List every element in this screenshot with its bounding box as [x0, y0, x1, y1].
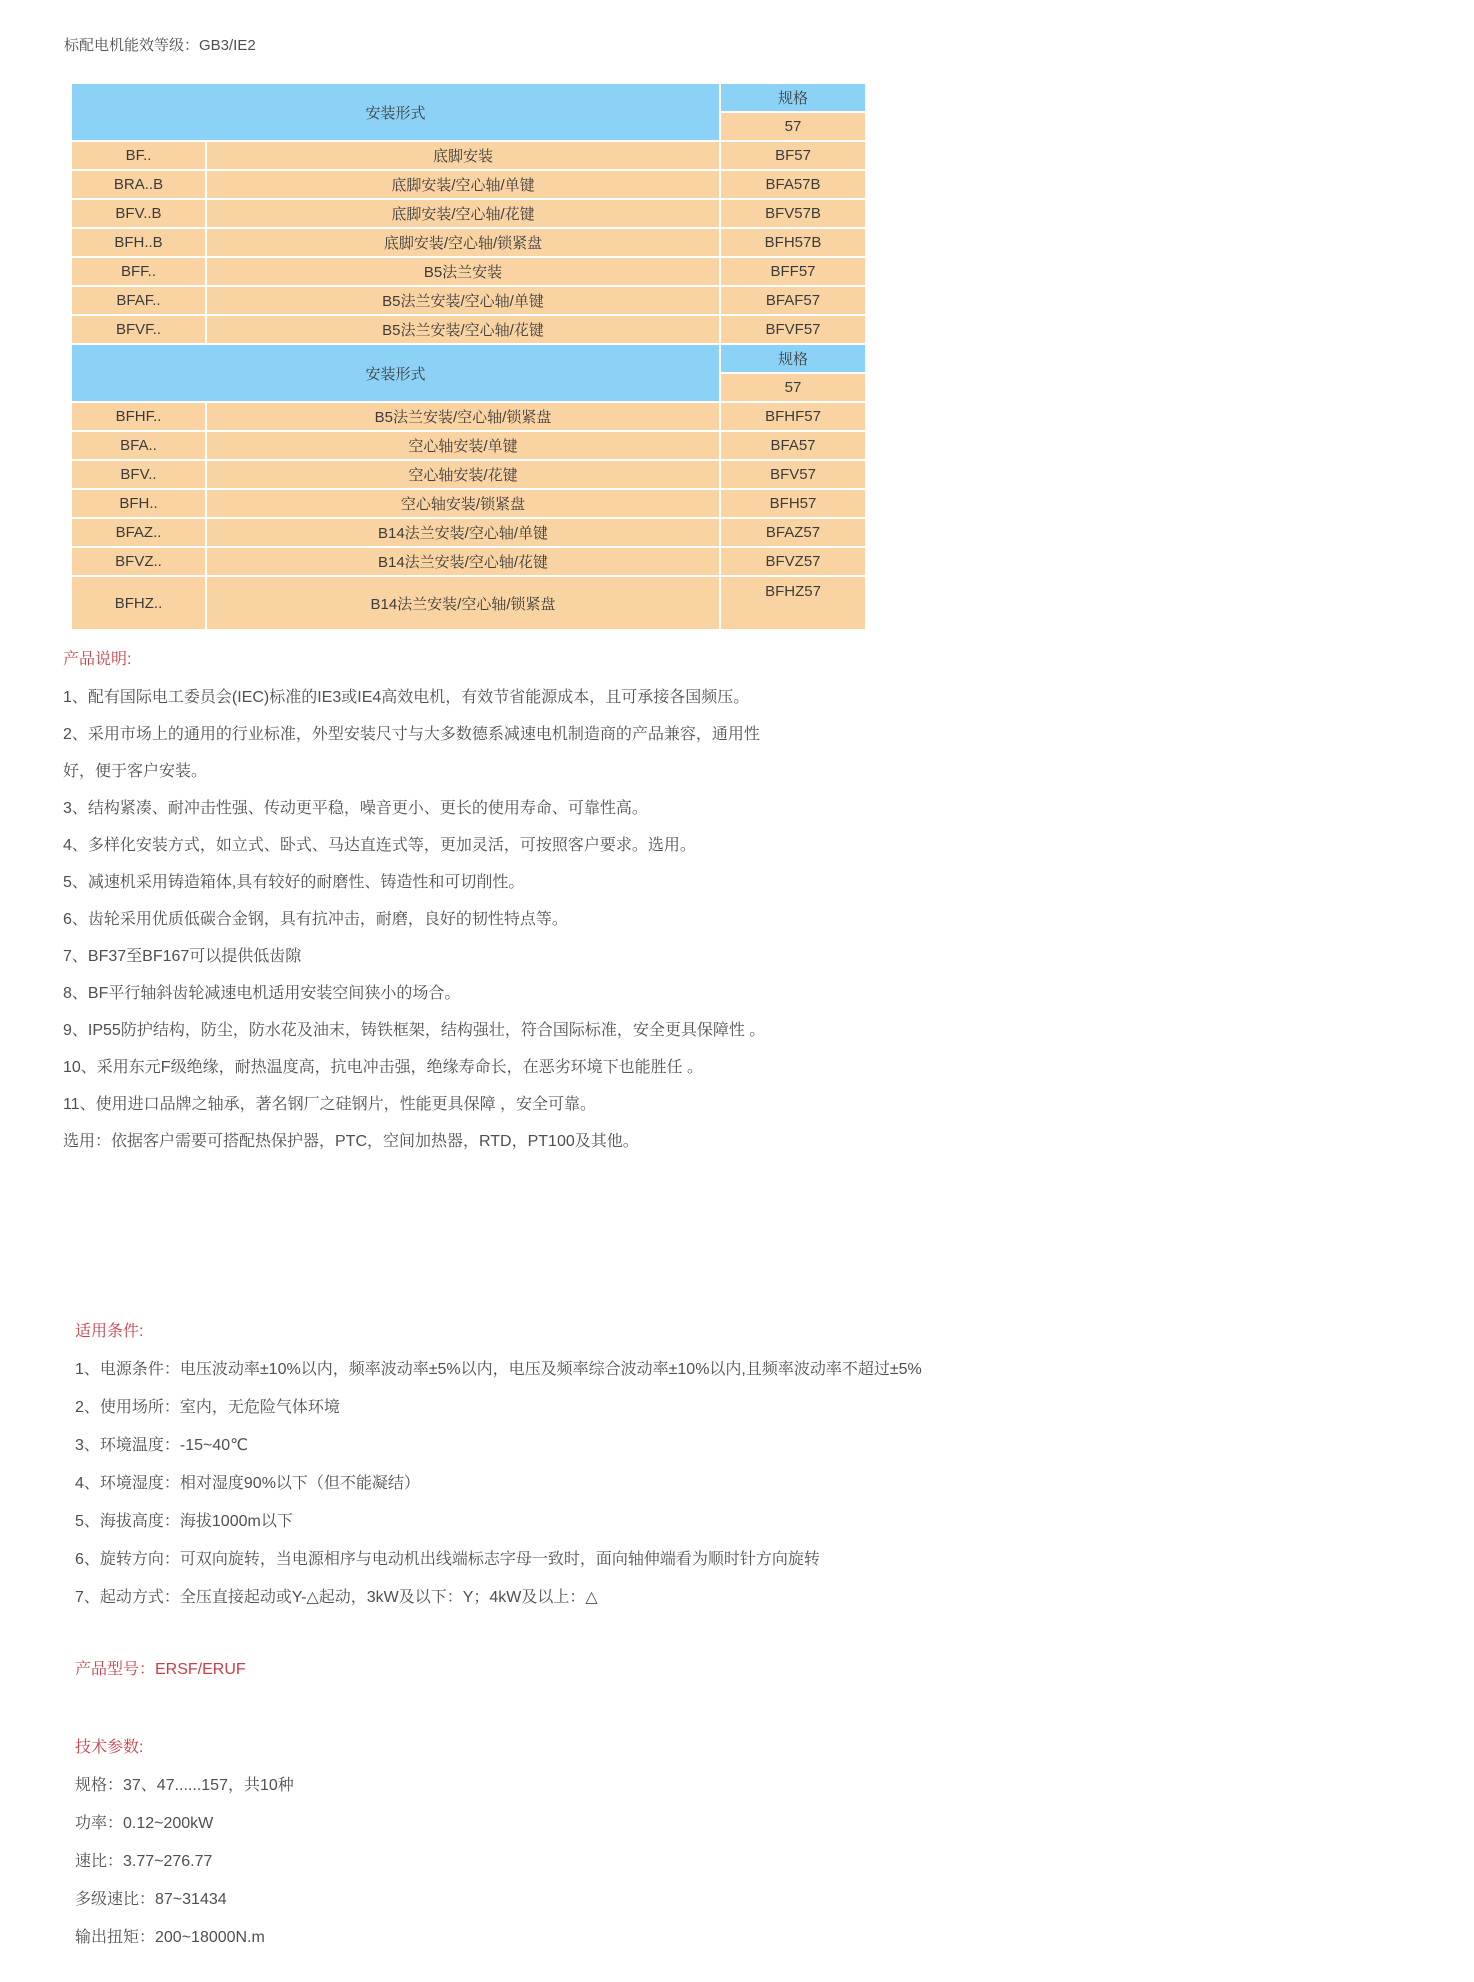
- install-desc-cell: 空心轴安装/花键: [207, 461, 719, 488]
- table-row: [72, 142, 865, 169]
- table-row: [72, 577, 865, 629]
- install-desc-cell: B5法兰安装/空心轴/花键: [207, 316, 719, 343]
- table-row: [72, 316, 865, 343]
- table-row: [72, 200, 865, 227]
- model-cell: BFF..: [72, 258, 205, 285]
- table-header-row: [72, 345, 865, 372]
- model-cell: BFHF..: [72, 403, 205, 430]
- description-line: 4、多样化安装方式，如立式、卧式、马达直连式等，更加灵活，可按照客户要求。选用。: [63, 837, 696, 854]
- table-row: [72, 461, 865, 488]
- spec-cell: BFAZ57: [721, 519, 865, 546]
- description-line: 5、减速机采用铸造箱体,具有较好的耐磨性、铸造性和可切削性。: [63, 874, 525, 891]
- model-cell: BFAZ..: [72, 519, 205, 546]
- condition-line: 5、海拔高度：海拔1000m以下: [75, 1513, 293, 1530]
- install-desc-cell: B14法兰安装/空心轴/单键: [207, 519, 719, 546]
- model-cell: BFA..: [72, 432, 205, 459]
- spec-cell: BFHZ57: [721, 577, 865, 629]
- table-row: [72, 548, 865, 575]
- install-desc-cell: 底脚安装: [207, 142, 719, 169]
- tech-line: 输出扭矩：200~18000N.m: [75, 1929, 265, 1946]
- spec-cell: BFVF57: [721, 316, 865, 343]
- model-cell: BFV..: [72, 461, 205, 488]
- table-row: [72, 258, 865, 285]
- spec-cell: BF57: [721, 142, 865, 169]
- description-line: 2、采用市场上的通用的行业标准，外型安装尺寸与大多数德系减速电机制造商的产品兼容，通用性: [63, 726, 760, 743]
- table-row: [72, 403, 865, 430]
- tech-line: 速比：3.77~276.77: [75, 1853, 213, 1870]
- spec-cell: BFH57B: [721, 229, 865, 256]
- table-row: [72, 171, 865, 198]
- technical-parameters-section: [75, 1738, 294, 1966]
- spec-header: 规格: [721, 345, 865, 372]
- applicable-conditions-section: [75, 1322, 922, 1626]
- description-line: 9、IP55防护结构，防尘，防水花及油末，铸铁框架，结构强壮，符合国际标准，安全更具保障性 。: [63, 1022, 766, 1039]
- install-desc-cell: 底脚安装/空心轴/单键: [207, 171, 719, 198]
- spec-cell: BFA57: [721, 432, 865, 459]
- install-desc-cell: B5法兰安装/空心轴/单键: [207, 287, 719, 314]
- model-cell: BFHZ..: [72, 577, 205, 629]
- table-row: [72, 287, 865, 314]
- condition-line: 2、使用场所：室内，无危险气体环境: [75, 1399, 340, 1416]
- spec-cell: BFV57B: [721, 200, 865, 227]
- description-line: 10、采用东元F级绝缘，耐热温度高，抗电冲击强，绝缘寿命长，在恶劣环境下也能胜任 。: [63, 1059, 704, 1076]
- description-line: 1、配有国际电工委员会(IEC)标准的IE3或IE4高效电机，有效节省能源成本，且可承接各国频压。: [63, 689, 750, 706]
- install-desc-cell: 空心轴安装/锁紧盘: [207, 490, 719, 517]
- spec-cell: BFA57B: [721, 171, 865, 198]
- description-line: 11、使用进口品牌之轴承，著名钢厂之硅钢片，性能更具保障 ，安全可靠。: [63, 1096, 597, 1113]
- spec-cell: BFF57: [721, 258, 865, 285]
- model-cell: BFV..B: [72, 200, 205, 227]
- install-desc-cell: 底脚安装/空心轴/锁紧盘: [207, 229, 719, 256]
- install-type-header: 安装形式: [72, 345, 719, 401]
- spec-cell: BFH57: [721, 490, 865, 517]
- product-model-title: 产品型号：ERSF/ERUF: [75, 1661, 246, 1678]
- spec-cell: BFAF57: [721, 287, 865, 314]
- table-header-row: [72, 84, 865, 111]
- model-cell: BF..: [72, 142, 205, 169]
- install-desc-cell: 空心轴安装/单键: [207, 432, 719, 459]
- spec-cell: BFVZ57: [721, 548, 865, 575]
- condition-line: 6、旋转方向：可双向旋转，当电源相序与电动机出线端标志字母一致时，面向轴伸端看为顺时针方向旋转: [75, 1551, 820, 1568]
- tech-line: 规格：37、47......157，共10种: [75, 1777, 294, 1794]
- condition-line: 1、电源条件：电压波动率±10%以内，频率波动率±5%以内，电压及频率综合波动率±10%以内,且频率波动率不超过±5%: [75, 1361, 922, 1378]
- model-cell: BRA..B: [72, 171, 205, 198]
- spec-cell: BFHF57: [721, 403, 865, 430]
- spec-cell: BFV57: [721, 461, 865, 488]
- install-spec-table: [70, 82, 867, 631]
- install-desc-cell: B14法兰安装/空心轴/锁紧盘: [207, 577, 719, 629]
- description-line: 6、齿轮采用优质低碳合金钢，具有抗冲击，耐磨，良好的韧性特点等。: [63, 911, 568, 928]
- spec-size-cell: 57: [721, 113, 865, 140]
- spec-size-cell: 57: [721, 374, 865, 401]
- condition-line: 7、起动方式：全压直接起动或Y-△起动，3kW及以下：Y；4kW及以上：△: [75, 1589, 598, 1606]
- section-title: 适用条件:: [75, 1323, 144, 1340]
- model-cell: BFAF..: [72, 287, 205, 314]
- install-desc-cell: B14法兰安装/空心轴/花键: [207, 548, 719, 575]
- description-line: 7、BF37至BF167可以提供低齿隙: [63, 948, 302, 965]
- table-row: [72, 432, 865, 459]
- table-row: [72, 490, 865, 517]
- install-type-header: 安装形式: [72, 84, 719, 140]
- description-line: 3、结构紧凑、耐冲击性强、传动更平稳，噪音更小、更长的使用寿命、可靠性高。: [63, 800, 648, 817]
- install-desc-cell: B5法兰安装: [207, 258, 719, 285]
- product-description-section: [63, 650, 765, 1169]
- section-title: 技术参数:: [75, 1739, 144, 1756]
- model-cell: BFH..: [72, 490, 205, 517]
- description-line: 好，便于客户安装。: [63, 763, 208, 780]
- model-cell: BFH..B: [72, 229, 205, 256]
- install-desc-cell: 底脚安装/空心轴/花键: [207, 200, 719, 227]
- condition-line: 3、环境温度：-15~40℃: [75, 1437, 249, 1454]
- condition-line: 4、环境湿度：相对湿度90%以下（但不能凝结）: [75, 1475, 420, 1492]
- motor-efficiency-note: 标配电机能效等级：GB3/IE2: [64, 37, 256, 54]
- install-desc-cell: B5法兰安装/空心轴/锁紧盘: [207, 403, 719, 430]
- section-title: 产品说明:: [63, 651, 132, 668]
- model-cell: BFVF..: [72, 316, 205, 343]
- table-row: [72, 229, 865, 256]
- model-cell: BFVZ..: [72, 548, 205, 575]
- tech-line: 多级速比：87~31434: [75, 1891, 227, 1908]
- tech-line: 功率：0.12~200kW: [75, 1815, 214, 1832]
- table-row: [72, 519, 865, 546]
- description-line: 选用：依据客户需要可搭配热保护器，PTC，空间加热器，RTD，PT100及其他。: [63, 1133, 639, 1150]
- spec-header: 规格: [721, 84, 865, 111]
- description-line: 8、BF平行轴斜齿轮减速电机适用安装空间狭小的场合。: [63, 985, 461, 1002]
